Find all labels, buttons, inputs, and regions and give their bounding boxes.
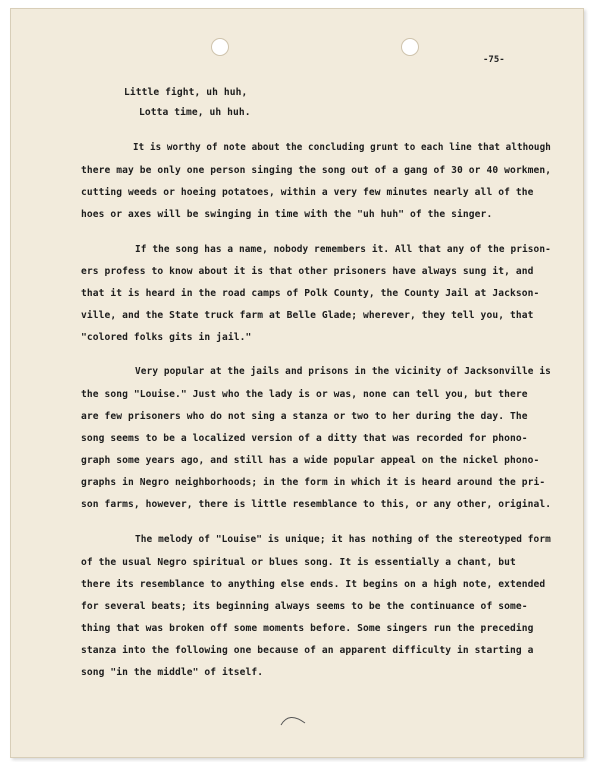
text-line: son farms, however, there is little resemblance to this, or any other, original.	[81, 499, 552, 510]
text-line: there its resemblance to anything else ends. It begins on a high note, extended	[81, 579, 546, 590]
text-line: song "in the middle" of itself.	[81, 667, 264, 678]
text-line: of the usual Negro spiritual or blues song. It is essentially a chant, but	[81, 557, 516, 568]
text-line: "colored folks gits in jail."	[81, 332, 252, 343]
text-line: for several beats; its beginning always seems to be the continuance of some-	[81, 601, 528, 612]
text-line: there may be only one person singing the song out of a gang of 30 or 40 workmen,	[81, 165, 552, 176]
document-page	[10, 8, 584, 758]
text-line: graph some years ago, and still has a wide popular appeal on the nickel phono-	[81, 455, 540, 466]
text-line: ville, and the State truck farm at Belle Glade; wherever, they tell you, that	[81, 310, 534, 321]
text-line: graphs in Negro neighborhoods; in the form in which it is heard around the pri-	[81, 477, 546, 488]
pencil-mark	[279, 709, 309, 729]
text-line: song seems to be a localized version of a ditty that was recorded for phono-	[81, 433, 528, 444]
punch-hole-right	[401, 38, 419, 56]
text-line: ers profess to know about it is that other prisoners have always sung it, and	[81, 266, 534, 277]
text-line: cutting weeds or hoeing potatoes, within a very few minutes nearly all of the	[81, 187, 534, 198]
text-line: Very popular at the jails and prisons in the vicinity of Jacksonville is	[135, 366, 551, 377]
verse-line: Lotta time, uh huh.	[139, 107, 251, 118]
page-number: -75-	[483, 55, 505, 65]
verse-line: Little fight, uh huh,	[124, 87, 248, 98]
punch-hole-left	[211, 38, 229, 56]
text-line: the song "Louise." Just who the lady is or was, none can tell you, but there	[81, 389, 528, 400]
text-line: It is worthy of note about the concluding grunt to each line that although	[133, 142, 551, 153]
text-line: that it is heard in the road camps of Polk County, the County Jail at Jackson-	[81, 288, 540, 299]
text-line: The melody of "Louise" is unique; it has nothing of the stereotyped form	[135, 534, 551, 545]
text-line: hoes or axes will be swinging in time with the "uh huh" of the singer.	[81, 209, 493, 220]
text-line: If the song has a name, nobody remembers it. All that any of the prison-	[135, 244, 551, 255]
text-line: thing that was broken off some moments before. Some singers run the preceding	[81, 623, 534, 634]
text-line: are few prisoners who do not sing a stanza or two to her during the day. The	[81, 411, 528, 422]
text-line: stanza into the following one because of an apparent difficulty in starting a	[81, 645, 534, 656]
